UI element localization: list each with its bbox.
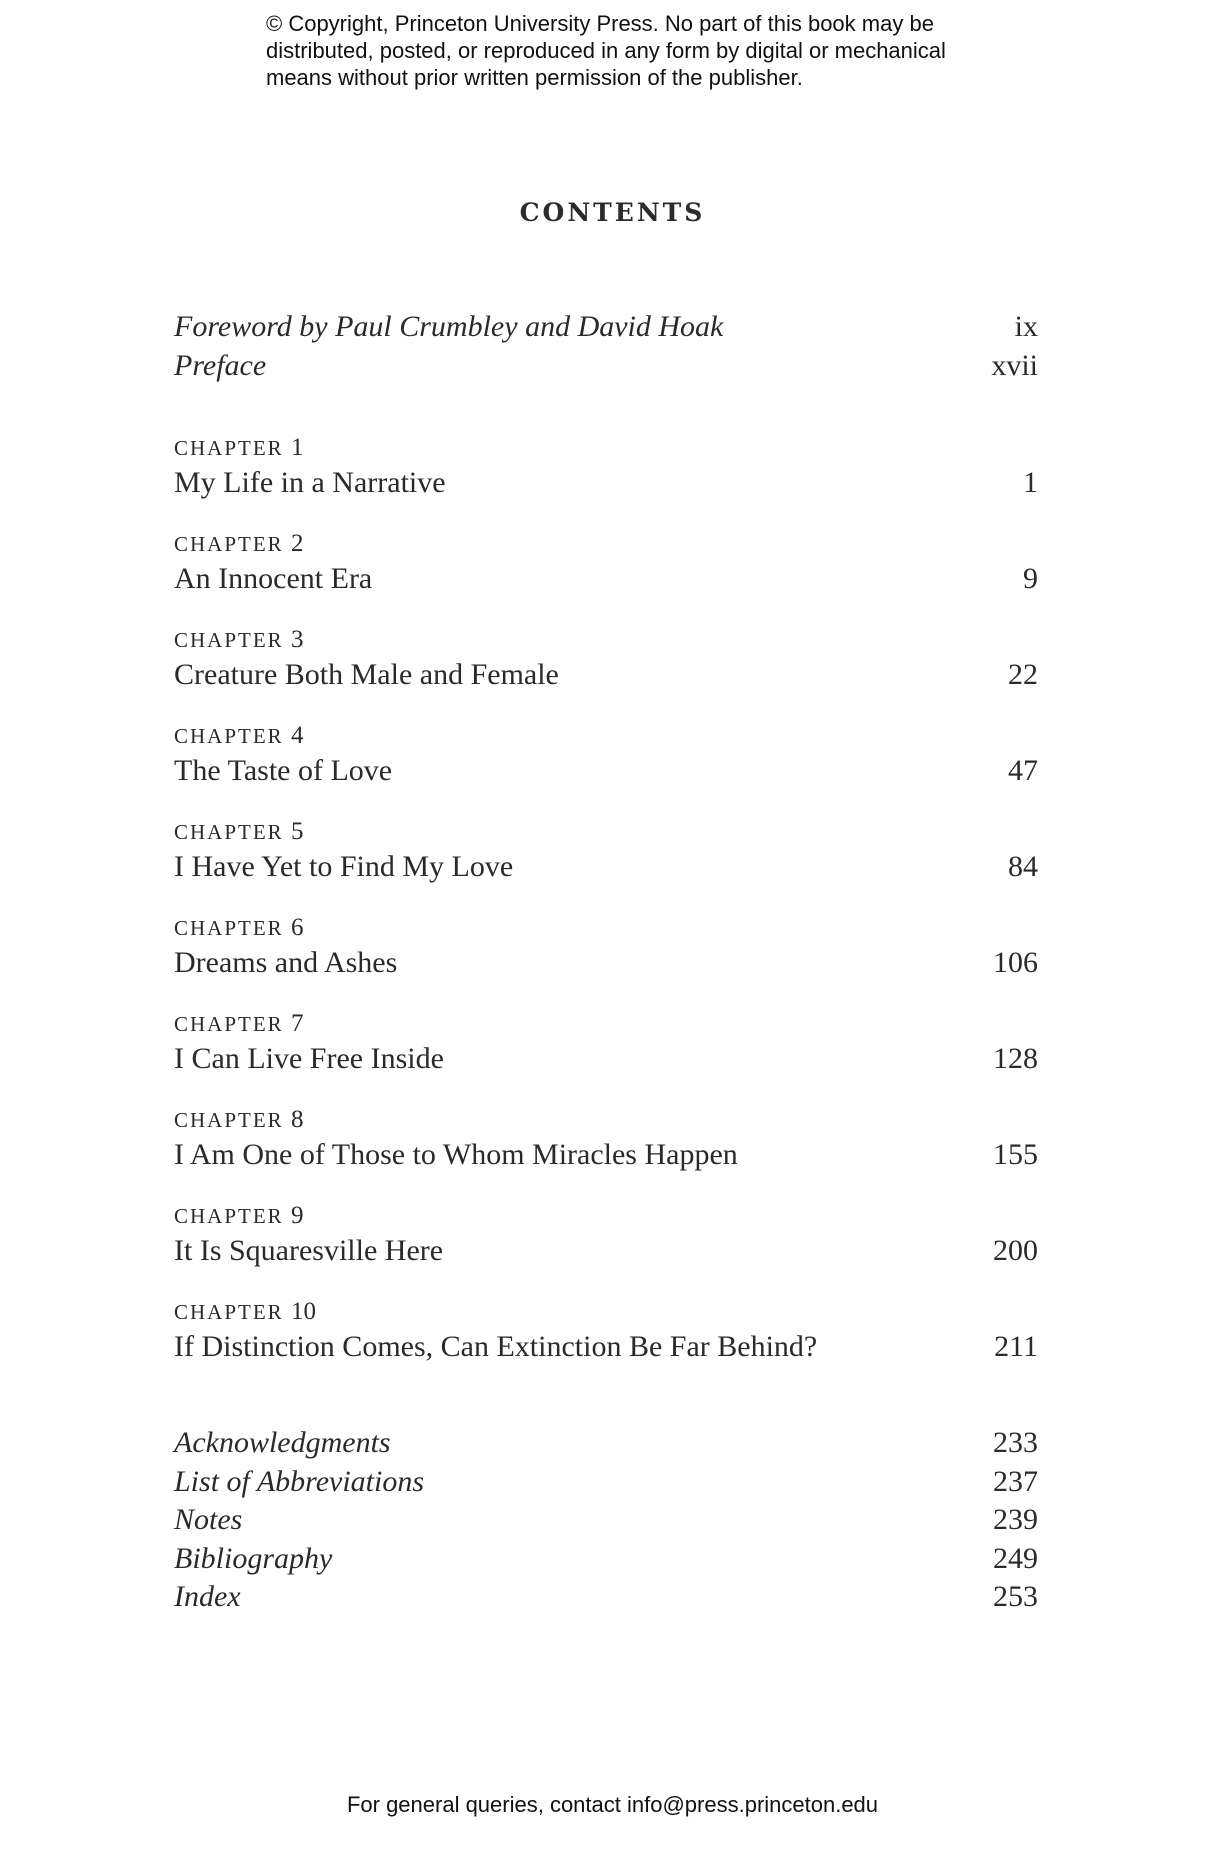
- toc-entry-page: xvii: [991, 349, 1038, 382]
- chapter-label: [174, 435, 303, 461]
- toc-entry-title: Notes: [174, 1503, 243, 1536]
- toc-entry-preface: [174, 347, 1038, 385]
- toc-entry-page: 239: [993, 1503, 1038, 1536]
- toc-entry-chapter-8: [174, 1136, 1038, 1174]
- chapter-number: 1: [290, 434, 304, 461]
- chapter-number: 6: [290, 914, 304, 941]
- chapter-number: 2: [290, 530, 304, 557]
- chapter-label: [174, 627, 303, 653]
- toc-entry-chapter-7: [174, 1040, 1038, 1078]
- toc-entry-chapter-1: [174, 464, 1038, 502]
- toc-entry-title: It Is Squaresville Here: [174, 1234, 444, 1267]
- chapter-label-text: CHAPTER: [174, 916, 284, 940]
- toc-entry-title: Creature Both Male and Female: [174, 658, 559, 691]
- toc-entry-page: 155: [993, 1138, 1038, 1171]
- toc-entry-chapter-3: [174, 656, 1038, 694]
- toc-entry-chapter-2: [174, 560, 1038, 598]
- chapter-label-text: CHAPTER: [174, 724, 284, 748]
- chapter-label-text: CHAPTER: [174, 628, 284, 652]
- toc-entry-page: 211: [994, 1330, 1038, 1363]
- chapter-label: [174, 1203, 303, 1229]
- toc-entry-chapter-9: [174, 1232, 1038, 1270]
- toc-entry-title: Foreword by Paul Crumbley and David Hoak: [174, 310, 724, 343]
- chapter-label: [174, 915, 303, 941]
- toc-entry-title: Bibliography: [174, 1542, 333, 1575]
- toc-entry-page: 106: [993, 946, 1038, 979]
- chapter-label-text: CHAPTER: [174, 1204, 284, 1228]
- toc-entry-acknowledgments: [174, 1424, 1038, 1462]
- chapter-label: [174, 1107, 303, 1133]
- toc-entry-abbreviations: [174, 1463, 1038, 1501]
- chapter-label: [174, 723, 303, 749]
- chapter-label: [174, 531, 303, 557]
- toc-entry-page: 253: [993, 1580, 1038, 1613]
- copyright-line: © Copyright, Princeton University Press. No part of this book may be: [266, 11, 934, 36]
- toc-entry-title: I Am One of Those to Whom Miracles Happen: [174, 1138, 738, 1171]
- chapter-number: 5: [290, 818, 304, 845]
- toc-entry-title: List of Abbreviations: [174, 1465, 425, 1498]
- toc-entry-title: Dreams and Ashes: [174, 946, 398, 979]
- toc-entry-bibliography: [174, 1540, 1038, 1578]
- toc-entry-page: 200: [993, 1234, 1038, 1267]
- copyright-line: distributed, posted, or reproduced in any form by digital or mechanical: [266, 38, 946, 63]
- toc-entry-chapter-6: [174, 944, 1038, 982]
- chapter-number: 10: [290, 1298, 316, 1325]
- toc-entry-title: If Distinction Comes, Can Extinction Be Far Behind?: [174, 1330, 818, 1363]
- toc-entry-title: Preface: [174, 349, 267, 382]
- chapter-number: 8: [290, 1106, 304, 1133]
- toc-entry-page: ix: [1014, 310, 1038, 343]
- toc-entry-title: I Can Live Free Inside: [174, 1042, 444, 1075]
- chapter-number: 4: [290, 722, 304, 749]
- toc-entry-index: [174, 1578, 1038, 1616]
- toc-entry-page: 9: [1023, 562, 1038, 595]
- toc-entry-page: 47: [1008, 754, 1038, 787]
- toc-entry-chapter-4: [174, 752, 1038, 790]
- chapter-label: [174, 1299, 316, 1325]
- chapter-label: [174, 819, 303, 845]
- toc-entry-title: I Have Yet to Find My Love: [174, 850, 514, 883]
- chapter-label-text: CHAPTER: [174, 436, 284, 460]
- toc-entry-page: 1: [1023, 466, 1038, 499]
- copyright-notice: [266, 10, 1026, 91]
- chapter-label-text: CHAPTER: [174, 1108, 284, 1132]
- chapter-label-text: CHAPTER: [174, 1300, 284, 1324]
- toc-entry-foreword: [174, 308, 1038, 346]
- toc-entry-chapter-5: [174, 848, 1038, 886]
- toc-entry-chapter-10: [174, 1328, 1038, 1366]
- toc-entry-page: 22: [1008, 658, 1038, 691]
- toc-entry-title: Acknowledgments: [174, 1426, 391, 1459]
- toc-entry-page: 237: [993, 1465, 1038, 1498]
- toc-entry-page: 128: [993, 1042, 1038, 1075]
- toc-entry-page: 249: [993, 1542, 1038, 1575]
- toc-entry-title: My Life in a Narrative: [174, 466, 446, 499]
- toc-entry-title: An Innocent Era: [174, 562, 373, 595]
- toc-entry-title: Index: [174, 1580, 241, 1613]
- chapter-label-text: CHAPTER: [174, 820, 284, 844]
- copyright-line: means without prior written permission of the publisher.: [266, 65, 803, 90]
- toc-entry-page: 84: [1008, 850, 1038, 883]
- chapter-label-text: CHAPTER: [174, 532, 284, 556]
- chapter-number: 7: [290, 1010, 304, 1037]
- chapter-label: [174, 1011, 303, 1037]
- chapter-number: 9: [290, 1202, 304, 1229]
- toc-entry-title: The Taste of Love: [174, 754, 393, 787]
- footer-contact: For general queries, contact info@press.princeton.edu: [346, 1792, 879, 1817]
- toc-entry-notes: [174, 1501, 1038, 1539]
- chapter-label-text: CHAPTER: [174, 1012, 284, 1036]
- chapter-number: 3: [290, 626, 304, 653]
- page-title: CONTENTS: [519, 198, 706, 227]
- toc-entry-page: 233: [993, 1426, 1038, 1459]
